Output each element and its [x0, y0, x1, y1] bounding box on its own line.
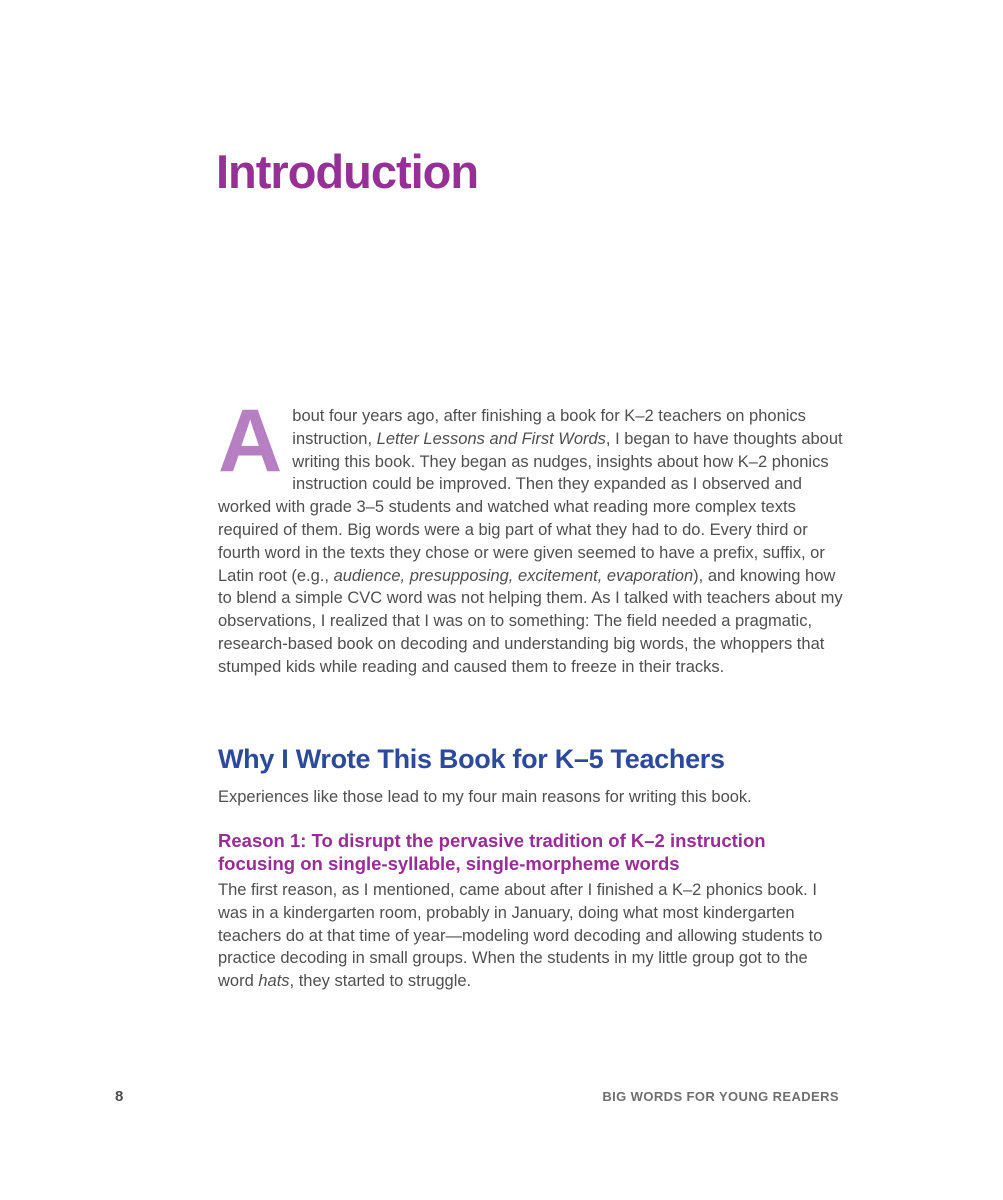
page-footer [115, 1088, 839, 1105]
page-number: 8 [115, 1088, 124, 1105]
opening-paragraph-text: bout four years ago, after finishing a book for K–2 teachers on phonics instruction, Letter Lessons and First Words, I began to have thoughts about writing this book. They began as nudges, insights about how K–2 phonics instruction could be improved. Then they expanded as I observed and worked with grade 3–5 students and watched what reading more complex texts required of them. Big words were a big part of what they had to do. Every third or fourth word in the texts they chose or were given seemed to have a prefix, suffix, or Latin root (e.g., audience, presupposing, excitement, evaporation), and knowing how to blend a simple CVC word was not helping them. As I talked with teachers about my observations, I realized that I was on to something: The field needed a pragmatic, research-based book on decoding and understanding big words, the whoppers that stumped kids while reading and caused them to freeze in their tracks. [218, 407, 843, 676]
running-title: BIG WORDS FOR YOUNG READERS [602, 1089, 839, 1104]
chapter-title: Introduction [216, 145, 479, 198]
reason-1-paragraph: The first reason, as I mentioned, came about after I finished a K–2 phonics book. I was in a kindergarten room, probably in January, doing what most kindergarten teachers do at that time of year—modeling word decoding and allowing students to practice decoding in small groups. When the students in my little group got to the word hats, they started to struggle. [218, 881, 823, 991]
drop-cap: A [218, 390, 283, 490]
reason-1-heading: Reason 1: To disrupt the pervasive tradition of K–2 instruction focusing on single-syllable, single-morpheme words [218, 830, 766, 874]
opening-paragraph [218, 390, 843, 679]
section-intro-paragraph: Experiences like those lead to my four main reasons for writing this book. [218, 788, 752, 806]
section-heading: Why I Wrote This Book for K–5 Teachers [218, 744, 725, 774]
